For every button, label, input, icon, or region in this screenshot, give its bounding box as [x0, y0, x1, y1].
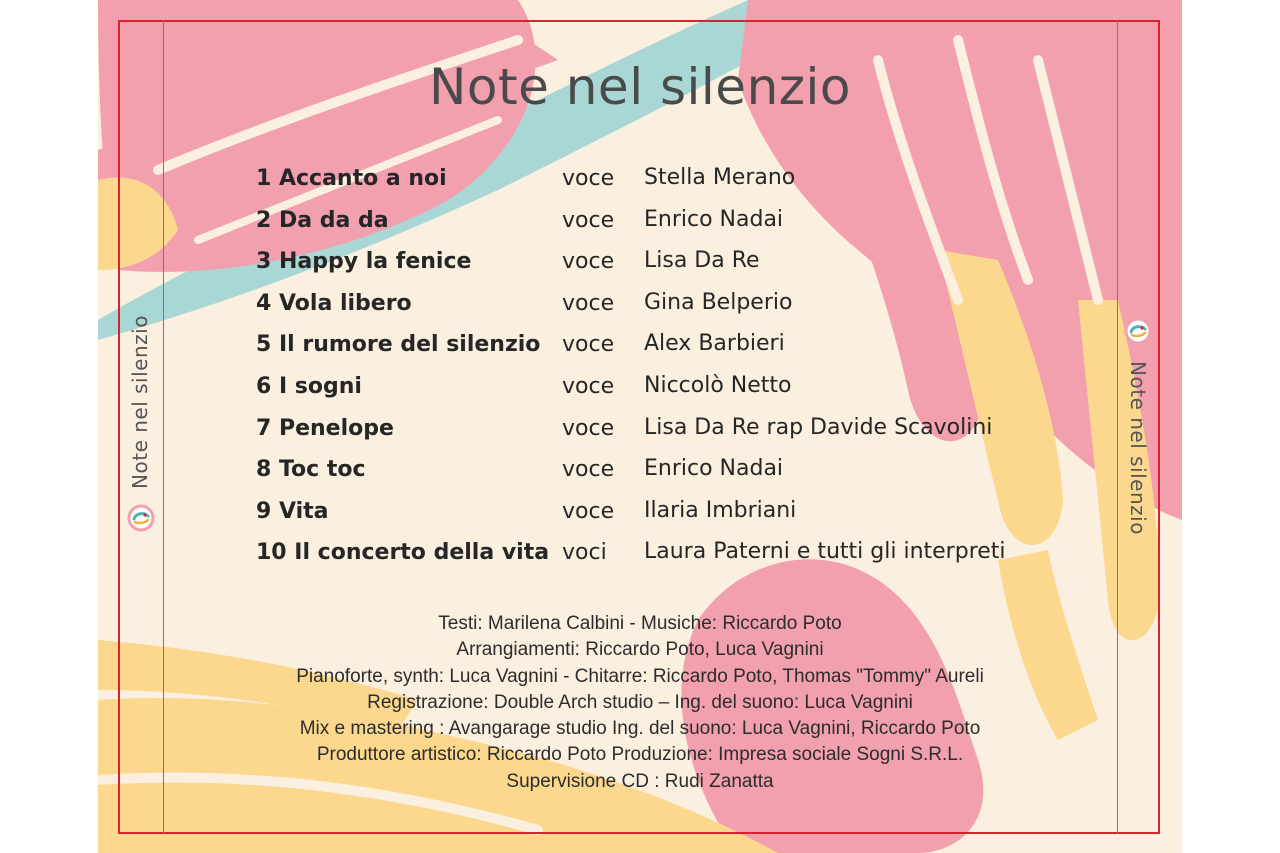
- colorful-bird-logo-icon: [1124, 317, 1152, 345]
- track-role: voce: [562, 498, 615, 524]
- track-role: voce: [562, 290, 615, 316]
- album-title: Note nel silenzio: [428, 58, 851, 116]
- track-title: 6 I sogni: [256, 373, 362, 399]
- credit-line: Arrangiamenti: Riccardo Poto, Luca Vagnini: [456, 639, 824, 661]
- track-title: 10 Il concerto della vita: [256, 540, 550, 566]
- track-performer: Alex Barbieri: [644, 331, 785, 357]
- track-role: voce: [562, 332, 615, 358]
- track-list: [256, 160, 1056, 576]
- track-title: 9 Vita: [256, 498, 329, 524]
- track-title: 5 Il rumore del silenzio: [256, 332, 541, 358]
- track-role: voce: [562, 457, 615, 483]
- track-title: 3 Happy la fenice: [256, 249, 472, 275]
- track-item: [256, 285, 1056, 327]
- track-title: 2 Da da da: [256, 207, 389, 233]
- track-item: [256, 368, 1056, 410]
- track-item: [256, 534, 1056, 576]
- credit-line: Pianoforte, synth: Luca Vagnini - Chitarre: Riccardo Poto, Thomas "Tommy" Aureli: [296, 665, 984, 687]
- track-performer: Gina Belperio: [644, 289, 793, 315]
- track-performer: Lisa Da Re rap Davide Scavolini: [644, 414, 993, 440]
- track-item: [256, 326, 1056, 368]
- track-role: voce: [562, 166, 615, 191]
- track-role: voce: [562, 373, 615, 399]
- track-title: 7 Penelope: [256, 415, 394, 441]
- cd-back-cover: [98, 0, 1182, 853]
- track-performer: Laura Paterni e tutti gli interpreti: [644, 539, 1006, 565]
- credit-line: Supervisione CD : Rudi Zanatta: [506, 770, 774, 792]
- credit-line: Testi: Marilena Calbini - Musiche: Riccardo Poto: [438, 613, 842, 634]
- track-performer: Enrico Nadai: [644, 206, 784, 232]
- track-role: voce: [562, 249, 615, 275]
- track-performer: Stella Merano: [644, 165, 796, 190]
- track-item: [256, 160, 1056, 202]
- track-title: 1 Accanto a noi: [256, 166, 447, 191]
- track-performer: Niccolò Netto: [644, 372, 792, 398]
- track-role: voci: [562, 540, 607, 566]
- spine-title-left: Note nel silenzio: [128, 315, 152, 489]
- credit-line: Mix e mastering : Avangarage studio Ing. del suono: Luca Vagnini, Riccardo Poto: [299, 718, 981, 740]
- track-title: 8 Toc toc: [256, 457, 366, 483]
- spine-title-right: Note nel silenzio: [1126, 361, 1150, 535]
- track-role: voce: [562, 207, 615, 233]
- track-item: [256, 410, 1056, 452]
- track-performer: Enrico Nadai: [644, 456, 784, 482]
- track-item: [256, 243, 1056, 285]
- track-role: voce: [562, 415, 615, 441]
- colorful-bird-logo-icon: [127, 504, 155, 532]
- track-item: [256, 493, 1056, 535]
- track-item: [256, 451, 1056, 493]
- track-title: 4 Vola libero: [256, 290, 412, 316]
- track-performer: Lisa Da Re: [644, 248, 760, 274]
- credit-line: Produttore artistico: Riccardo Poto Produzione: Impresa sociale Sogni S.R.L.: [316, 744, 964, 766]
- credits-block: [98, 611, 1182, 795]
- track-performer: Ilaria Imbriani: [644, 497, 797, 523]
- credit-line: Registrazione: Double Arch studio – Ing. del suono: Luca Vagnini: [367, 691, 913, 713]
- track-item: [256, 202, 1056, 244]
